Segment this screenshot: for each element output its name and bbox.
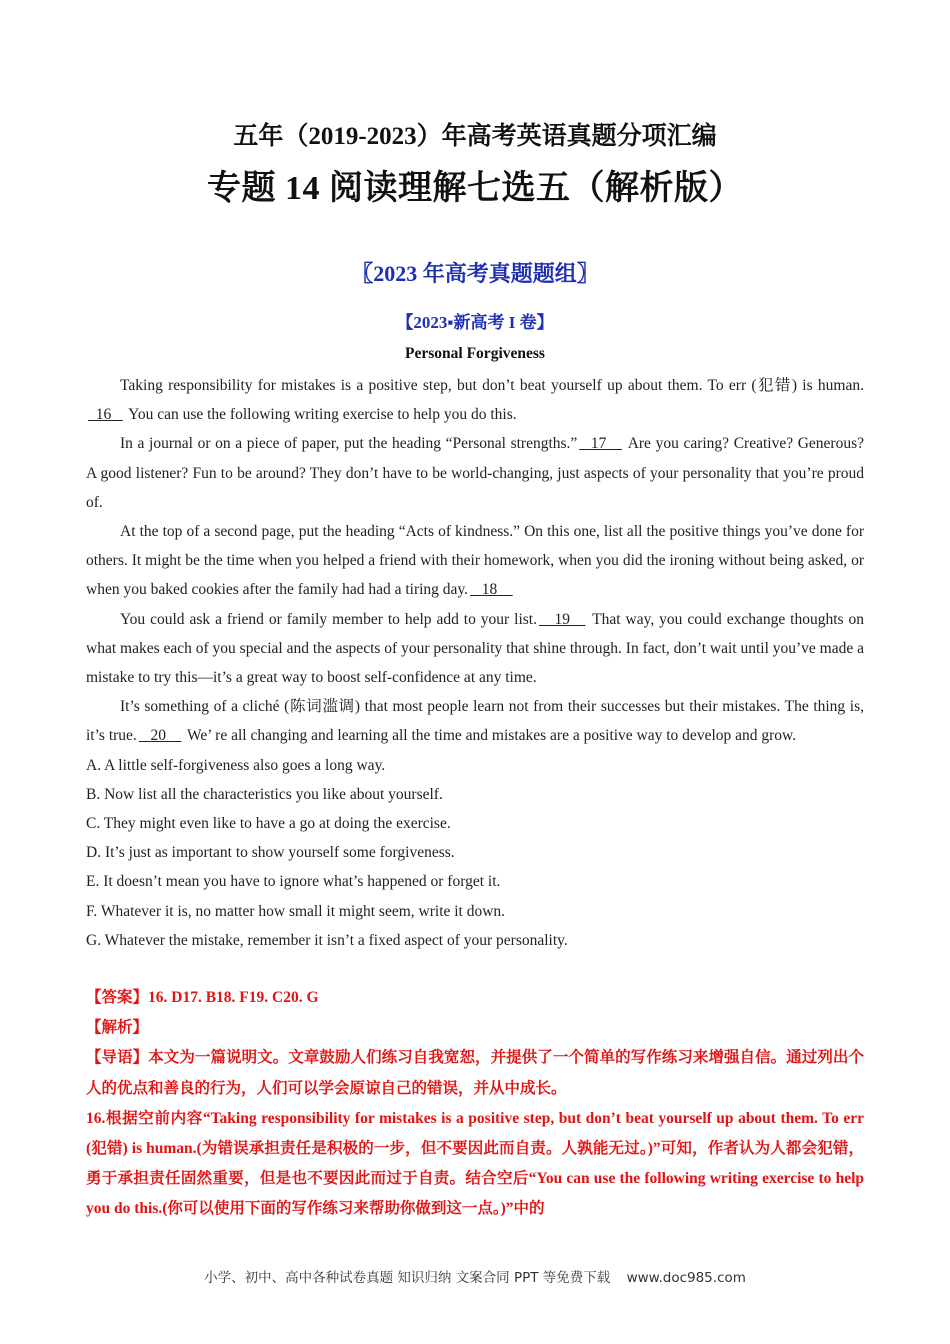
option-g: G. Whatever the mistake, remember it isn’t a fixed aspect of your personality.: [86, 931, 568, 949]
passage-title: Personal Forgiveness: [405, 345, 545, 362]
footer-site-link[interactable]: www.doc985.com: [626, 1270, 746, 1286]
guide-text: 【导语】本文为一篇说明文。文章鼓励人们练习自我宽恕，并提供了一个简单的写作练习来增强自信。通过列出个人的优点和善良的行为，人们可以学会原谅自己的错误，并从中成长。: [86, 1049, 864, 1097]
blank-17: 17: [590, 435, 607, 453]
blank-19: 19: [554, 610, 570, 628]
paragraph-3: At the top of a second page, put the heading “Acts of kindness.” On this one, list all the positive things you’ve done for others. It might be the time when you helped a friend with their homework, when you did the ironing without being asked, or when you baked cookies after the family had had a tiring day. 18: [86, 517, 864, 605]
section-title: 〖2023 年高考真题题组〗: [351, 261, 599, 286]
option-e: E. It doesn’t mean you have to ignore what’s happened or forget it.: [86, 873, 501, 891]
paragraph-4: You could ask a friend or family member to help add to your list. 19 That way, you could exchange thoughts on what makes each of you special and the aspects of your personality that shine through. In fact, don’t wait until you’ve made a mistake to try this—it’s a great way to boost self-confidence at any time.: [86, 605, 864, 693]
analysis-label: 【解析】: [86, 1019, 149, 1037]
option-c: C. They might even like to have a go at doing the exercise.: [86, 815, 451, 833]
option-a: A. A little self-forgiveness also goes a long way.: [86, 756, 386, 774]
paragraph-5: It’s something of a cliché (陈词滥调) that most people learn not from their successes but their mistakes. The thing is, it’s true. 20 We’ re all changing and learning all the time and mistakes are a positive way to develop and grow.: [86, 692, 864, 750]
blank-20: 20: [150, 727, 166, 745]
footer-text: 小学、初中、高中各种试卷真题 知识归纳 文案合同 PPT 等免费下载: [204, 1270, 611, 1286]
page-title: 专题 14 阅读理解七选五（解析版）: [207, 170, 743, 207]
option-b: B. Now list all the characteristics you like about yourself.: [86, 785, 443, 803]
paragraph-2: In a journal or on a piece of paper, put the heading “Personal strengths.” 17 Are you caring? Creative? Generous? A good listener? Fun to be around? They don’t have to be world-changing, just aspects of your personality that you’re proud of.: [86, 429, 864, 517]
option-list: [86, 751, 864, 955]
answer-section: [86, 983, 864, 1225]
collection-subtitle: 五年（2019-2023）年高考英语真题分项汇编: [233, 123, 717, 150]
option-d: D. It’s just as important to show yourself some forgiveness.: [86, 844, 455, 862]
question-16-analysis: 16.根据空前内容“Taking responsibility for mistakes is a positive step, but don’t beat yourself up about them. To err (犯错) is human.(为错误承担责任是积极的一步，但不要因此而自责。人孰能无过。)”可知，作者认为人都会犯错，勇于承担责任固然重要，但是也不要因此而过于自责。结合空后“You can use the following writing exercise to help you do this.(你可以使用下面的写作练习来帮助你做到这一点。)”中的: [86, 1109, 864, 1218]
blank-18: 18: [481, 581, 498, 599]
exam-label: 【2023▪新高考 I 卷】: [396, 313, 554, 332]
paragraph-1: Taking responsibility for mistakes is a positive step, but don’t beat yourself up about them. To err (犯错) is human. 16 You can use the following writing exercise to help you do this.: [86, 371, 864, 429]
answer-line: 【答案】16. D17. B18. F19. C20. G: [86, 989, 319, 1006]
passage-body: [86, 371, 864, 955]
footer: [0, 1266, 950, 1286]
option-f: F. Whatever it is, no matter how small it might seem, write it down.: [86, 902, 506, 920]
blank-16: 16: [95, 406, 112, 424]
